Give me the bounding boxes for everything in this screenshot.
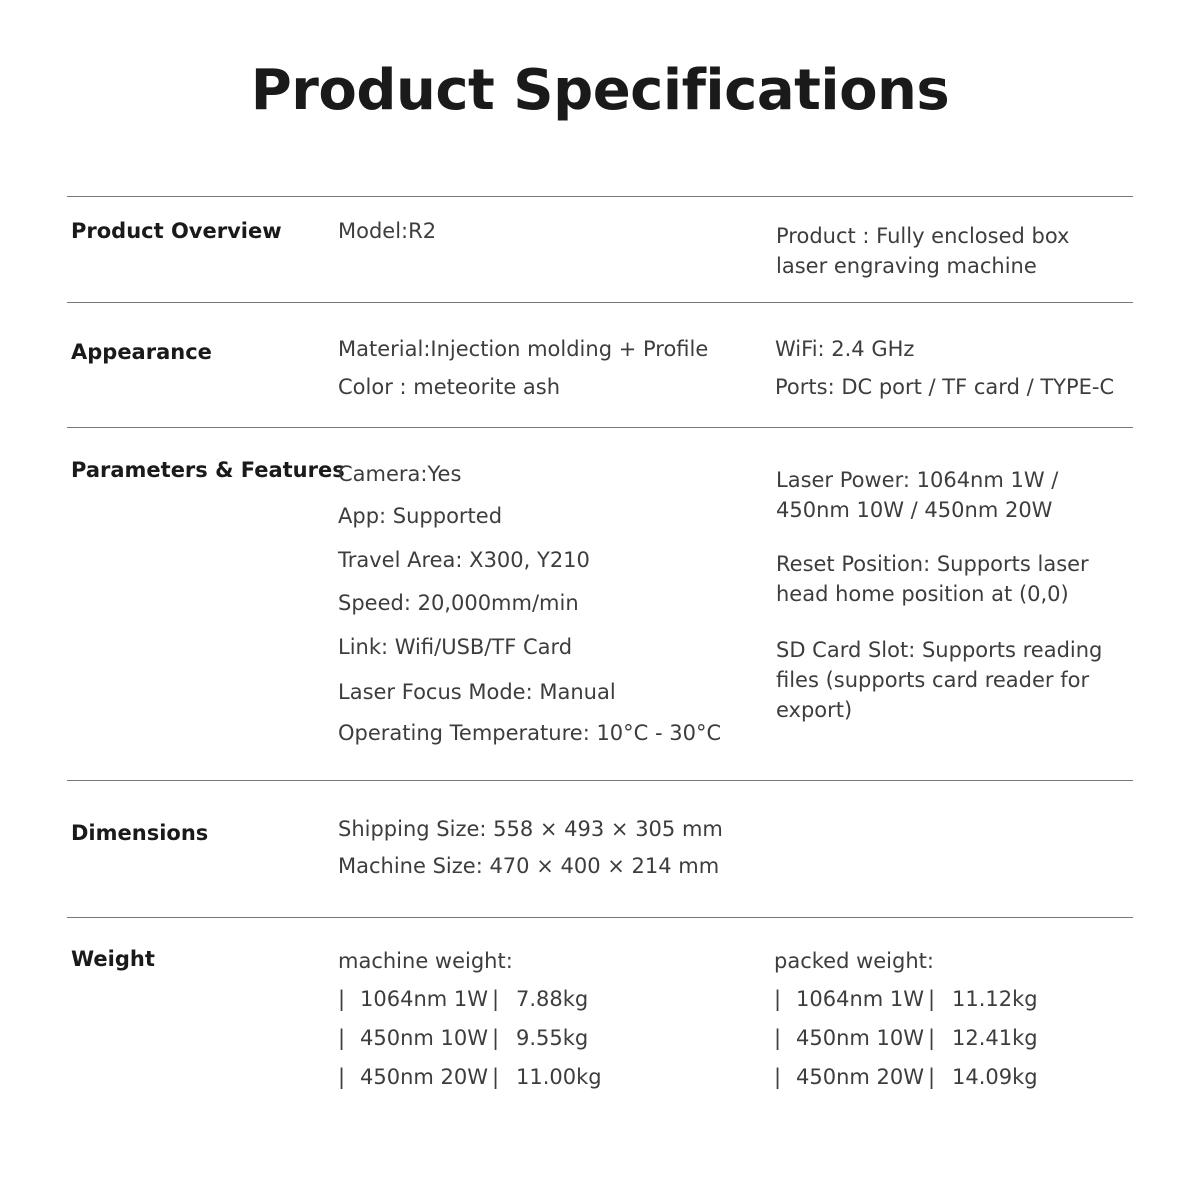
section-label: Dimensions [71, 821, 209, 845]
divider [67, 302, 1133, 303]
section-label: Appearance [71, 340, 212, 364]
section-label: Product Overview [71, 219, 282, 243]
param-travel-area: Travel Area: X300, Y210 [338, 548, 590, 572]
param-app: App: Supported [338, 504, 503, 528]
param-speed: Speed: 20,000mm/min [338, 591, 579, 615]
product-type-value: Product : Fully enclosed box laser engraving machine [776, 224, 1070, 278]
machine-weight-row: | 450nm 20W | 11.00kg [338, 1065, 602, 1089]
section-label: Weight [71, 947, 155, 971]
page-title: Product Specifications [250, 58, 950, 123]
packed-weight-row: | 1064nm 1W | 11.12kg [774, 987, 1038, 1011]
divider [67, 427, 1133, 428]
machine-weight-row: | 450nm 10W | 9.55kg [338, 1026, 589, 1050]
section-label: Parameters & Features [71, 458, 345, 482]
divider [67, 917, 1133, 918]
divider [67, 780, 1133, 781]
packed-weight-title: packed weight: [774, 949, 934, 973]
packed-weight-row: | 450nm 20W | 14.09kg [774, 1065, 1038, 1089]
shipping-size-value: Shipping Size: 558 × 493 × 305 mm [338, 817, 723, 841]
param-link: Link: Wifi/USB/TF Card [338, 635, 573, 659]
machine-size-value: Machine Size: 470 × 400 × 214 mm [338, 854, 720, 878]
material-value: Material:Injection molding + Profile [338, 337, 709, 361]
divider [67, 196, 1133, 197]
param-focus-mode: Laser Focus Mode: Manual [338, 680, 616, 704]
wifi-value: WiFi: 2.4 GHz [775, 337, 915, 361]
param-sd-card: SD Card Slot: Supports reading files (supports card reader for export) [776, 638, 1103, 722]
param-operating-temperature: Operating Temperature: 10°C - 30°C [338, 721, 722, 745]
ports-value: Ports: DC port / TF card / TYPE-C [775, 375, 1115, 399]
model-value: Model:R2 [338, 219, 437, 243]
param-laser-power: Laser Power: 1064nm 1W / 450nm 10W / 450nm 20W [776, 468, 1059, 522]
packed-weight-row: | 450nm 10W | 12.41kg [774, 1026, 1038, 1050]
machine-weight-title: machine weight: [338, 949, 513, 973]
param-camera: Camera:Yes [338, 462, 462, 486]
machine-weight-row: | 1064nm 1W | 7.88kg [338, 987, 589, 1011]
param-reset-position: Reset Position: Supports laser head home position at (0,0) [776, 552, 1089, 606]
color-value: Color : meteorite ash [338, 375, 561, 399]
